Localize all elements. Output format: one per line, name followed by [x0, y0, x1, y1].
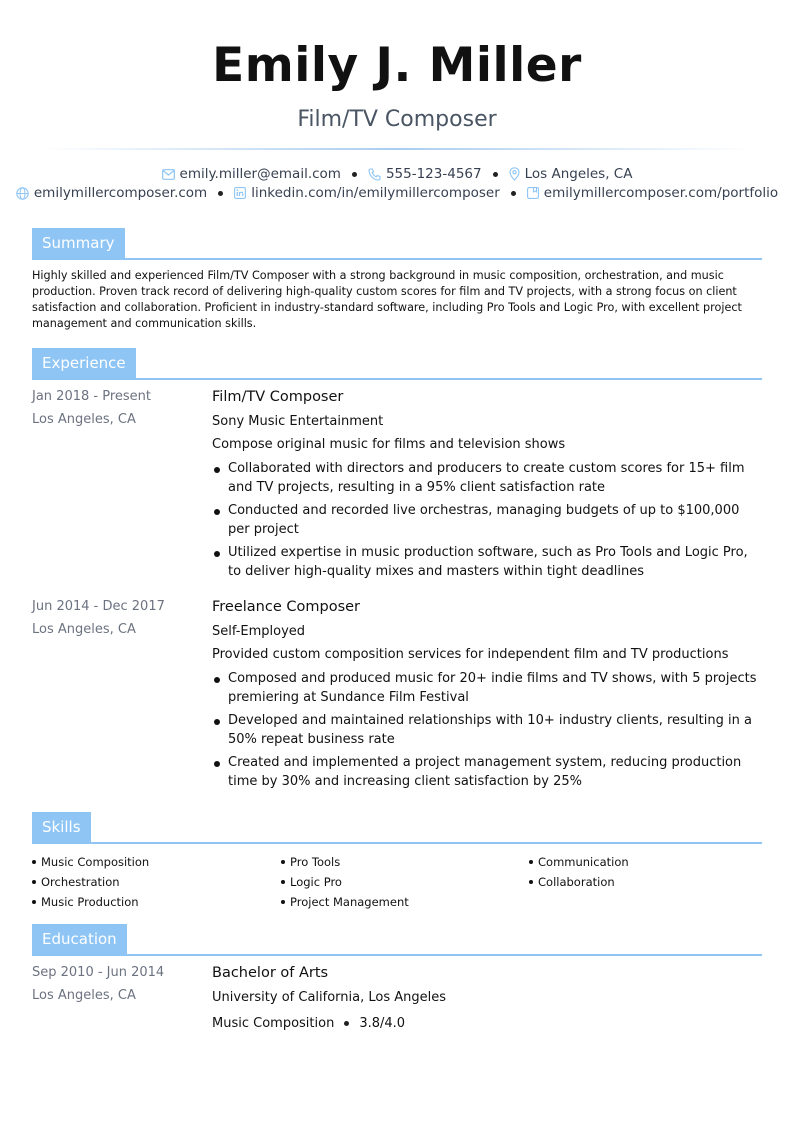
map-pin-icon: [509, 167, 520, 181]
contact-email[interactable]: [162, 166, 341, 182]
contact-row-primary: [0, 166, 794, 182]
section-title: Experience: [32, 348, 136, 379]
list-item: [212, 753, 762, 791]
skills-column: [529, 852, 769, 892]
section-title: Education: [32, 924, 127, 955]
entry-company: Self-Employed: [212, 624, 306, 639]
entry-dates: Jun 2014 - Dec 2017: [32, 599, 165, 614]
bullet-dot: [214, 677, 220, 683]
bullet-dot: [529, 880, 533, 884]
entry-title: Freelance Composer: [212, 599, 361, 615]
skill-text: Logic Pro: [290, 875, 342, 889]
entry-body: [212, 965, 762, 1035]
entry-title: Film/TV Composer: [212, 389, 344, 405]
separator-dot: [493, 172, 498, 177]
section-skills-header: [32, 812, 762, 844]
bullet-dot: [214, 719, 220, 725]
entry-dates: Sep 2010 - Jun 2014: [32, 965, 165, 980]
skill-item: [32, 872, 272, 892]
school-name: University of California, Los Angeles: [212, 990, 447, 1005]
section-experience-header: [32, 348, 762, 380]
separator-dot: [218, 191, 223, 196]
entry-description: Provided custom composition services for independent film and TV productions: [212, 647, 729, 662]
degree-title: Bachelor of Arts: [212, 965, 329, 981]
bullet-text: Conducted and recorded live orchestras, managing budgets of up to $100,000 per project: [228, 503, 740, 537]
list-item: [212, 459, 762, 497]
skill-text: Pro Tools: [290, 855, 341, 869]
list-item: [212, 669, 762, 707]
separator-dot: [511, 191, 516, 196]
skill-text: Music Composition: [41, 855, 150, 869]
skill-text: Orchestration: [41, 875, 120, 889]
skill-item: [32, 852, 272, 872]
mail-icon: [162, 169, 175, 180]
contact-location: [509, 166, 633, 182]
globe-icon: [16, 187, 29, 200]
summary-text: Highly skilled and experienced Film/TV Composer with a strong background in music composition, orchestration, and music production. Proven track record of delivering high-quality custom scores for film and TV projects, with a strong focus on client satisfaction and collaboration. Proficient in industry-standard software, including Pro Tools and Logic Pro, with excellent project management and communication skills.: [32, 269, 742, 330]
bullet-text: Collaborated with directors and producers to create custom scores for 15+ film and TV projects, resulting in a 95% client satisfaction rate: [228, 461, 745, 495]
skills-column: [281, 852, 521, 912]
linkedin-link[interactable]: linkedin.com/in/emilymillercomposer: [251, 185, 500, 201]
skill-text: Communication: [538, 855, 629, 869]
skill-text: Project Management: [290, 895, 409, 909]
contact-linkedin[interactable]: [234, 185, 500, 201]
skill-item: [32, 892, 272, 912]
candidate-name: Emily J. Miller: [212, 38, 582, 93]
section-rule: [32, 258, 762, 260]
bullet-dot: [32, 880, 36, 884]
skill-text: Music Production: [41, 895, 139, 909]
linkedin-icon: [234, 187, 246, 199]
email-text[interactable]: emily.miller@email.com: [179, 166, 341, 182]
bullet-text: Developed and maintained relationships with 10+ industry clients, resulting in a 50% repeat business rate: [228, 713, 752, 747]
list-item: [212, 501, 762, 539]
skills-column: [32, 852, 272, 912]
entry-body: [212, 389, 762, 585]
bullet-dot: [281, 860, 285, 864]
section-title: Summary: [32, 228, 125, 259]
section-rule: [32, 842, 762, 844]
bullet-dot: [281, 880, 285, 884]
list-item: [212, 543, 762, 581]
section-title: Skills: [32, 812, 91, 843]
list-item: [212, 711, 762, 749]
skill-item: [281, 872, 521, 892]
entry-location: Los Angeles, CA: [32, 988, 136, 1003]
bullet-text: Created and implemented a project management system, reducing production time by 30% and increasing client satisfaction by 25%: [228, 755, 742, 789]
bullet-dot: [529, 860, 533, 864]
location-text: Los Angeles, CA: [524, 166, 633, 182]
phone-text[interactable]: 555-123-4567: [385, 166, 482, 182]
bullet-dot: [281, 900, 285, 904]
bullet-dot: [214, 761, 220, 767]
bullet-dot: [214, 467, 220, 473]
separator-dot: [352, 172, 357, 177]
skill-item: [281, 852, 521, 872]
skill-item: [529, 872, 769, 892]
bullet-dot: [214, 509, 220, 515]
field-of-study: Music Composition: [212, 1016, 335, 1031]
section-rule: [32, 378, 762, 380]
gpa: 3.8/4.0: [359, 1016, 406, 1031]
entry-location: Los Angeles, CA: [32, 622, 136, 637]
entry-body: [212, 599, 762, 795]
entry-bullets: [212, 459, 762, 581]
entry-location: Los Angeles, CA: [32, 412, 136, 427]
bullet-dot: [32, 900, 36, 904]
job-title: Film/TV Composer: [297, 107, 497, 132]
education-details: [212, 1012, 762, 1035]
phone-icon: [368, 168, 381, 181]
contact-phone[interactable]: [368, 166, 482, 182]
entry-company: Sony Music Entertainment: [212, 414, 384, 429]
header-divider: [40, 148, 754, 150]
contact-portfolio[interactable]: [527, 185, 778, 201]
portfolio-link[interactable]: emilymillercomposer.com/portfolio: [543, 185, 779, 201]
bullet-dot: [32, 860, 36, 864]
section-education-header: [32, 924, 762, 956]
contact-row-links: [0, 185, 794, 201]
entry-dates: Jan 2018 - Present: [32, 389, 151, 404]
skill-item: [529, 852, 769, 872]
bullet-dot: [214, 551, 220, 557]
entry-description: Compose original music for films and television shows: [212, 437, 566, 452]
website-link[interactable]: emilymillercomposer.com: [33, 185, 208, 201]
bullet-text: Utilized expertise in music production software, such as Pro Tools and Logic Pro, to deliver high-quality mixes and masters within tight deadlines: [228, 545, 748, 579]
contact-website[interactable]: [16, 185, 207, 201]
portfolio-icon: [527, 187, 539, 199]
bullet-text: Composed and produced music for 20+ indie films and TV shows, with 5 projects premiering at Sundance Film Festival: [228, 671, 757, 705]
section-rule: [32, 954, 762, 956]
section-summary-header: [32, 228, 762, 260]
skill-item: [281, 892, 521, 912]
entry-bullets: [212, 669, 762, 791]
separator-dot: [344, 1021, 349, 1026]
skill-text: Collaboration: [538, 875, 615, 889]
